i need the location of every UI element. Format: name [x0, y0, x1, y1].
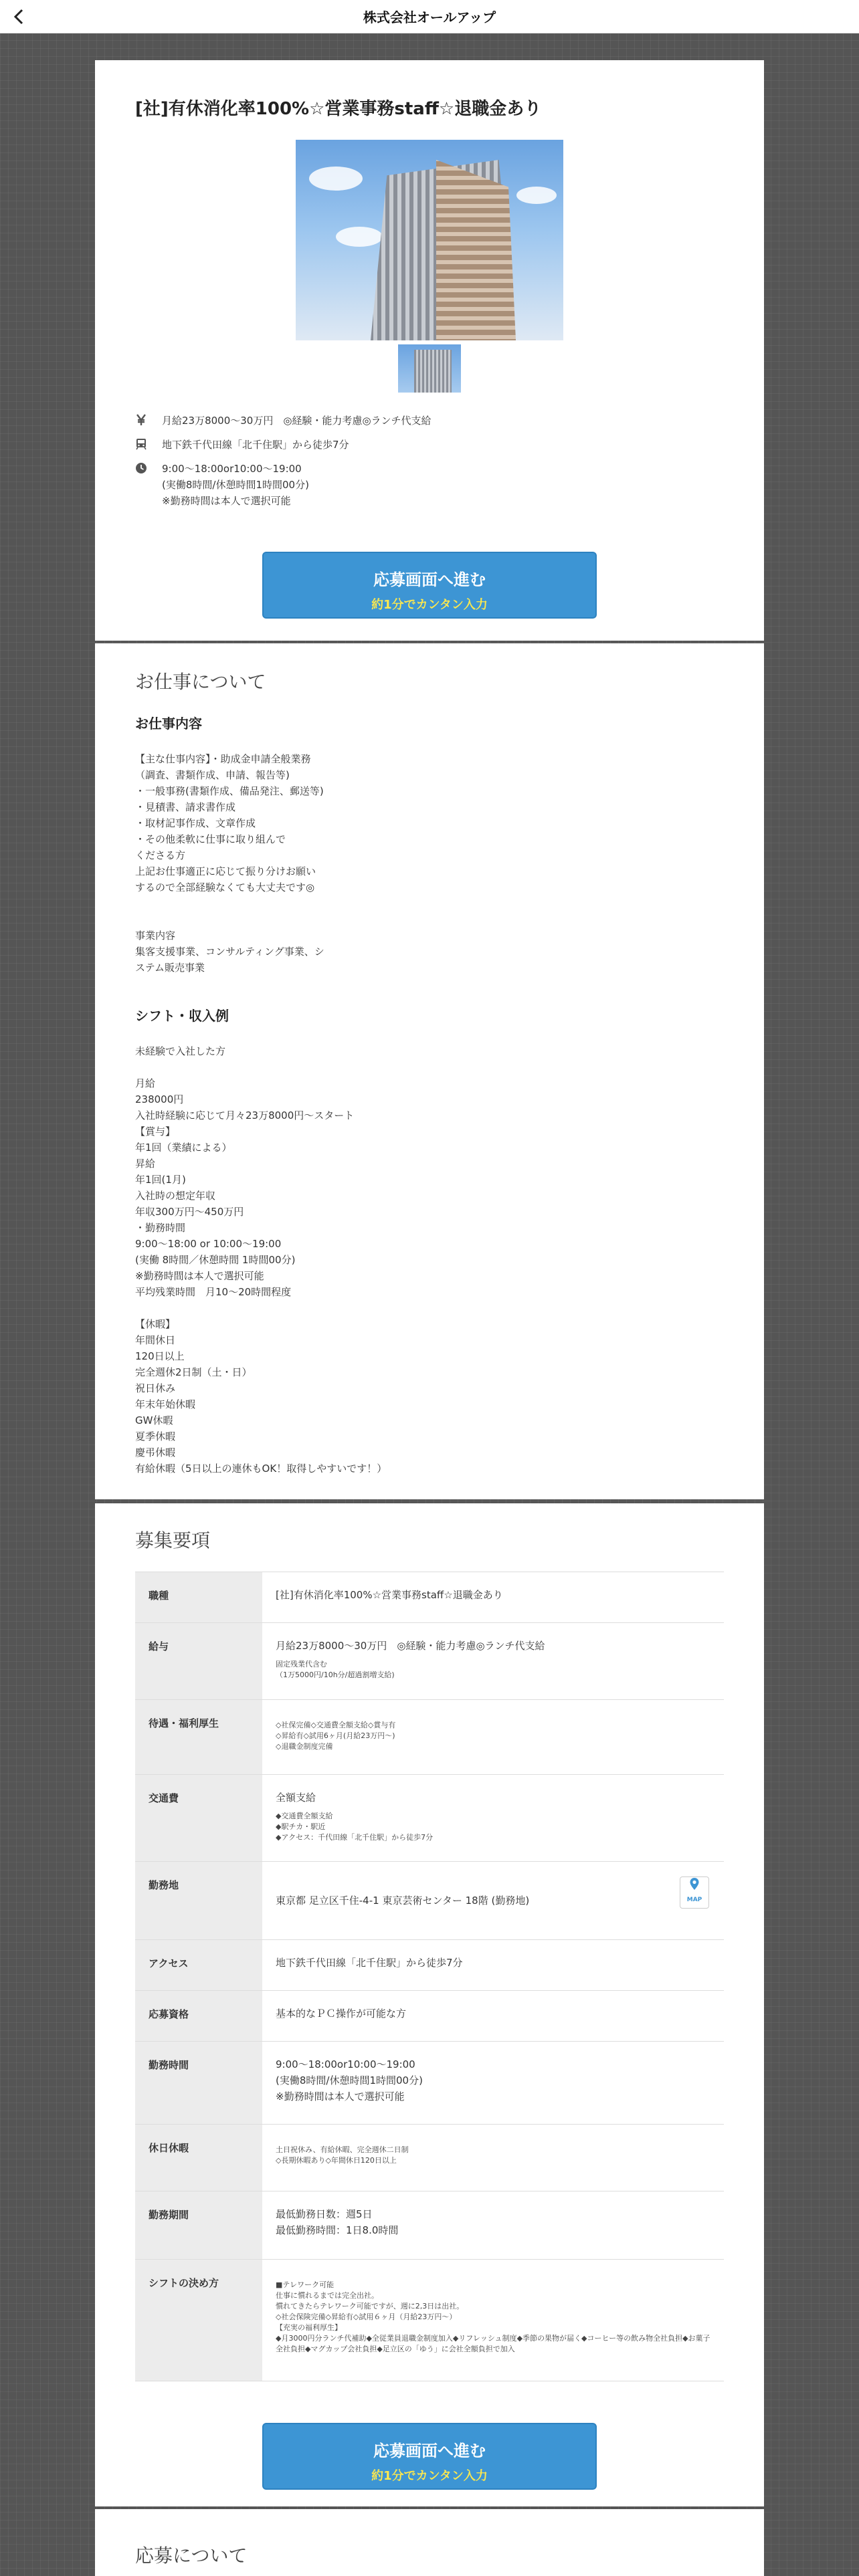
row-label: 応募資格: [135, 1991, 262, 2041]
hours-row: [135, 461, 724, 509]
row-value: 月給23万8000～30万円 ◎経験・能力考慮◎ランチ代支給 固定残業代含む （1万5000円/10h分/超過割増支給): [262, 1623, 724, 1699]
table-row: [135, 1572, 724, 1623]
job-title: [社]有休消化率100%☆営業事務staff☆退職金あり: [135, 99, 542, 119]
table-row: [135, 1775, 724, 1862]
row-label: 勤務地: [135, 1862, 262, 1939]
row-value: [262, 2260, 724, 2381]
work-content-text: 【主な仕事内容】・助成金申請全般業務 （調査、書類作成、申請、報告等) ・一般事務(書類作成、備品発注、郵送等) ・見積書、請求書作成 ・取材記事作成、文章作成 ・その他柔軟に仕事に取り組んで くださる方 上記お仕事適正に応じて振り分けお願い するので全部経験なくても大丈夫です◎ 事業内容 集客支援事業、コンサルティング事業、シ ステム販売事業: [135, 753, 324, 974]
row-label: 交通費: [135, 1775, 262, 1861]
row-value: [262, 2125, 724, 2191]
row-label: 給与: [135, 1623, 262, 1699]
row-note: 固定残業代含む （1万5000円/10h分/超過割増支給): [276, 1660, 395, 1679]
table-row: [135, 1700, 724, 1775]
apply-button-bottom[interactable]: [262, 2423, 597, 2490]
apply-button-sublabel: 約1分でカンタン入力: [371, 598, 488, 612]
shift-text: 未経験で入社した方 月給 238000円 入社時経験に応じて月々23万8000円～スタート 【賞与】 年1回（業績による） 昇給 年1回(1月) 入社時の想定年収 年収300万円～450万円 ・勤務時間 9:00～18:00 or 10:00～19:00 (実働 8時間／休憩時間 1時間00分) ※勤務時間は本人で選択可能 平均残業時間 月10～20時間程度 【休暇】 年間休日 120日以上 完全週休2日制（土・日） 祝日休み 年末年始休暇 GW休暇 夏季休暇 慶弔休暇 有給休暇（5日以上の連休もOK！取得しやすいです！）: [135, 1045, 387, 1475]
apply-section-title: 応募について: [135, 2545, 248, 2567]
table-row: [135, 2042, 724, 2125]
requirements-title: 募集要項: [135, 1529, 211, 1551]
apply-button-label: 応募画面へ進む: [373, 2442, 486, 2460]
row-label: 待遇・福利厚生: [135, 1700, 262, 1774]
row-label: シフトの決め方: [135, 2260, 262, 2381]
job-info-list: [135, 413, 724, 509]
apply-button[interactable]: [262, 552, 597, 619]
requirements-card: [95, 1503, 764, 2506]
job-photo-thumbnail[interactable]: [398, 344, 461, 393]
table-row: [135, 2260, 724, 2381]
table-row: [135, 2191, 724, 2260]
row-label: 勤務時間: [135, 2042, 262, 2124]
map-button[interactable]: [680, 1876, 709, 1909]
map-pin-icon: [689, 1877, 700, 1891]
apply-section-card: [95, 2509, 764, 2576]
row-value: 9:00～18:00or10:00～19:00 (実働8時間/休憩時間1時間00分) ※勤務時間は本人で選択可能: [276, 2058, 423, 2103]
yen-icon: [135, 413, 162, 426]
chevron-left-icon: [13, 9, 25, 25]
salary-row: [135, 413, 724, 429]
work-section-card: [95, 643, 764, 1499]
table-row: [135, 1862, 724, 1940]
shift-title: シフト・収入例: [135, 1008, 229, 1024]
requirements-table: [135, 1572, 724, 2381]
clock-icon: [135, 461, 162, 474]
table-row: [135, 1623, 724, 1700]
apply-button-label: 応募画面へ進む: [373, 570, 486, 589]
back-button[interactable]: [9, 7, 28, 26]
row-label: 勤務期間: [135, 2191, 262, 2259]
row-value: [社]有休消化率100%☆営業事務staff☆退職金あり: [276, 1589, 503, 1601]
map-label: MAP: [686, 1897, 702, 1903]
row-note: 土日祝休み、有給休暇、完全週休二日制 ◇長期休暇あり◇年間休日120日以上: [276, 2145, 409, 2165]
table-row: [135, 1940, 724, 1991]
salary-text: 月給23万8000～30万円 ◎経験・能力考慮◎ランチ代支給: [162, 415, 432, 427]
row-label: アクセス: [135, 1940, 262, 1990]
apply-button-sublabel: 約1分でカンタン入力: [371, 2469, 488, 2483]
row-label: 休日休暇: [135, 2125, 262, 2191]
hours-text: 9:00～18:00or10:00～19:00 (実働8時間/休憩時間1時間00分) ※勤務時間は本人で選択可能: [162, 463, 309, 507]
row-value: [262, 1700, 724, 1774]
row-value: 基本的なＰＣ操作が可能な方: [276, 2008, 407, 2020]
work-section-title: お仕事について: [135, 671, 266, 693]
row-label: 職種: [135, 1572, 262, 1622]
row-value: 東京都 足立区千住-4-1 東京芸術センター 18階 (勤務地) MAP: [262, 1862, 724, 1939]
row-value: 地下鉄千代田線「北千住駅」から徒歩7分: [276, 1957, 463, 1969]
work-content-title: お仕事内容: [135, 716, 202, 732]
table-row: [135, 2125, 724, 2191]
row-value: 最低勤務日数：週5日 最低勤務時間：1日8.0時間: [276, 2208, 399, 2236]
row-note: ■テレワーク可能 仕事に慣れるまでは完全出社。 慣れてきたらテレワーク可能ですが、週に2,3日は出社。 ◇社会保険完備◇昇給有◇試用６ヶ月（月給23万円〜） 【充実の福利厚生】 ◆月3000円分ランチ代補助◆全従業員退職金制度加入◆リフレッシュ制度◆季節の果物が届く◆コーヒー等の飲み物全社負担◆お菓子全社負担◆マグカップ会社負担◆足立区の「ゆう」に会社全額負担で加入: [276, 2280, 710, 2353]
top-bar: [0, 0, 859, 33]
row-note: ◇社保完備◇交通費全額支給◇賞与有 ◇昇給有◇試用6ヶ月(月給23万円〜) ◇退職金制度完備: [276, 1721, 396, 1751]
access-text: 地下鉄千代田線「北千住駅」から徒歩7分: [162, 439, 349, 451]
train-icon: [135, 437, 162, 450]
page-title: 株式会社オールアップ: [363, 9, 496, 25]
job-summary-card: [95, 60, 764, 641]
table-row: [135, 1991, 724, 2042]
row-value: 全額支給 ◆交通費全額支給 ◆駅チカ・駅近 ◆アクセス：千代田線「北千住駅」から徒歩7分: [262, 1775, 724, 1861]
access-row: [135, 437, 724, 453]
row-note: ◆交通費全額支給 ◆駅チカ・駅近 ◆アクセス：千代田線「北千住駅」から徒歩7分: [276, 1812, 434, 1842]
job-photo[interactable]: [296, 140, 563, 340]
